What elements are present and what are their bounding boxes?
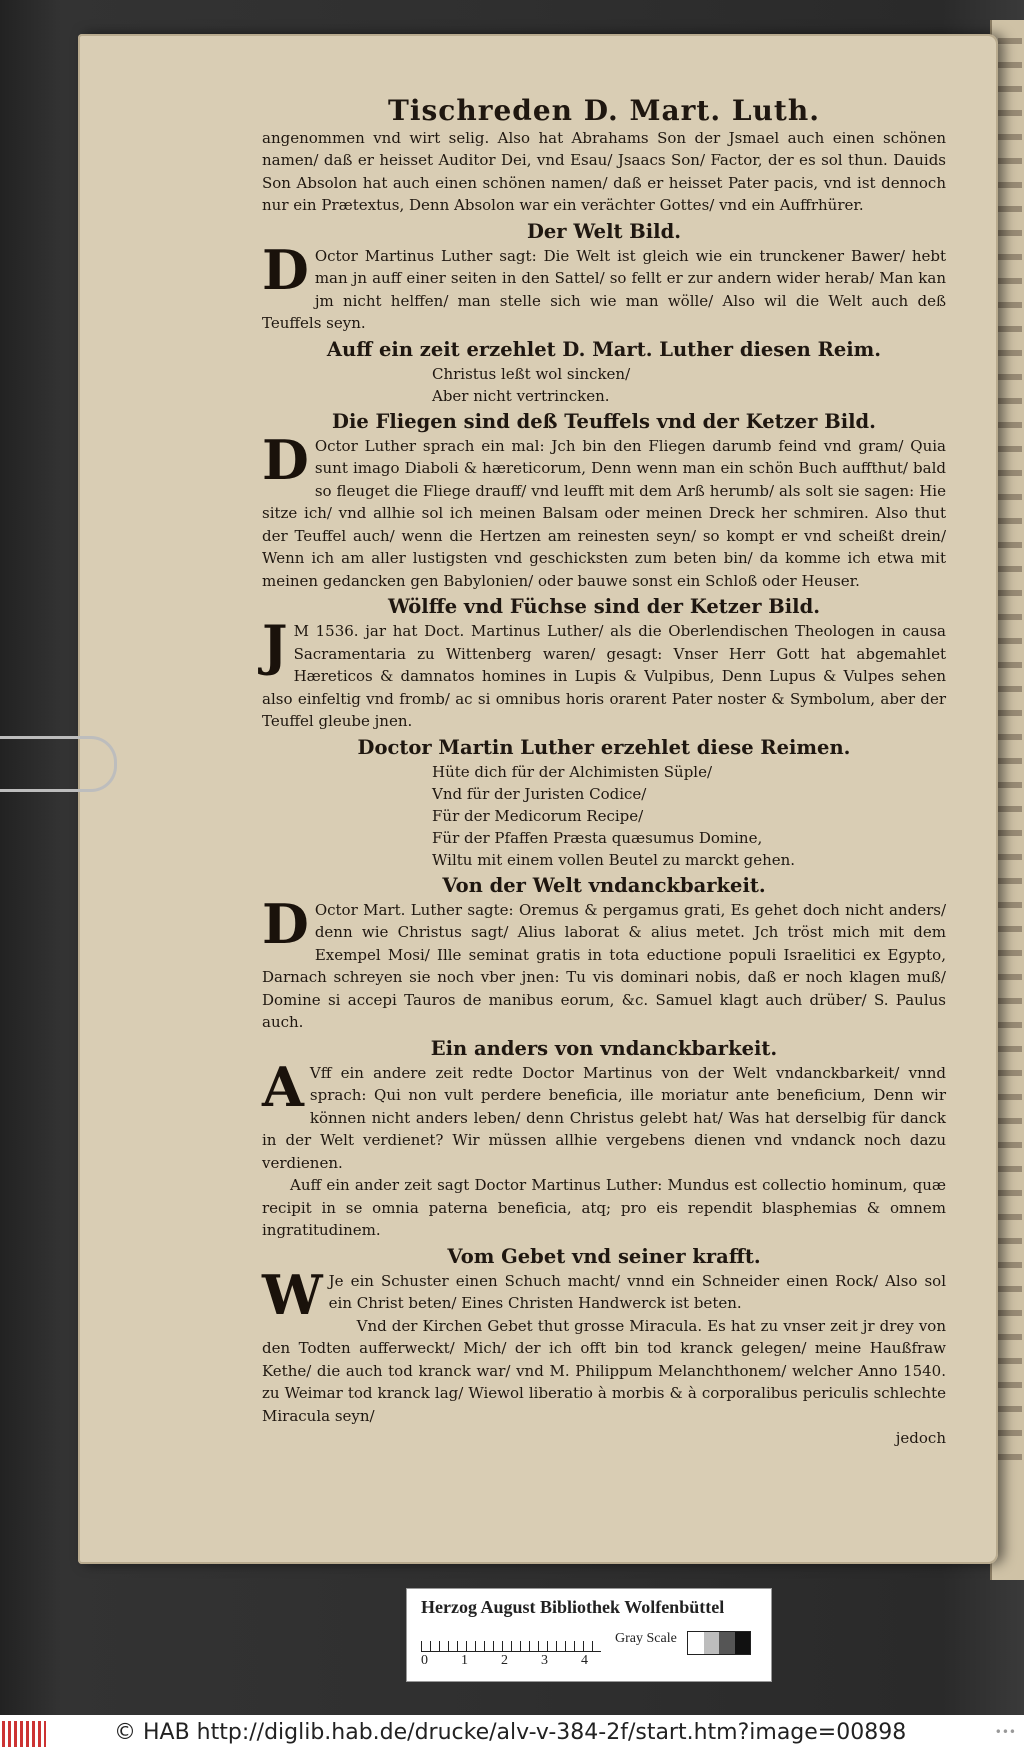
section-heading: Auff ein zeit erzehlet D. Mart. Luther diesen Reim. xyxy=(326,337,882,361)
drop-capital: W xyxy=(262,1262,323,1327)
adjacent-text-mark xyxy=(998,470,1022,476)
adjacent-text-mark xyxy=(998,1334,1022,1340)
adjacent-text-mark xyxy=(998,854,1022,860)
gray-scale-label: Gray Scale xyxy=(615,1631,677,1646)
paragraph xyxy=(262,1262,946,1327)
section-heading: Der Welt Bild. xyxy=(526,219,682,243)
paragraph-text: Octor Luther sprach ein mal: Jch bin den Fliegen darumb feind vnd gram/ Quia sunt imago Diaboli & hæreticorum, Denn wenn man ein schön Buch auffthut/ bald so fleuget die Fliege drauff/ vnd leufft mit dem Arß herumb/ als solt sie sagen: Hie sitze ich/ vnd allhie sol ich meinen Balsam oder meinen Dreck her schmiren. Also thut der Teuffel auch/ wenn die Hertzen am reinesten seyn/ so kompt er vnd scheißt drein/ Wenn ich am aller lustigsten vnd geschicksten zum beten bin/ da komme ich etwa mit meinen gedancken gen Babylonien/ oder bauwe sonst ein Schloß oder Heuser. xyxy=(262,436,946,590)
drop-capital: D xyxy=(262,237,309,302)
adjacent-text-mark xyxy=(998,182,1022,188)
drop-capital: D xyxy=(262,891,309,956)
adjacent-text-mark xyxy=(998,1190,1022,1196)
running-head: Tischreden D. Mart. Luth. xyxy=(388,94,820,127)
section-heading: Doctor Martin Luther erzehlet diese Reimen. xyxy=(357,735,851,759)
viewer-footer xyxy=(0,1715,1024,1754)
page-text xyxy=(262,94,946,1450)
ruler-number: 4 xyxy=(581,1653,588,1668)
ruler-number: 2 xyxy=(501,1653,508,1668)
adjacent-text-mark xyxy=(998,1406,1022,1412)
adjacent-text-mark xyxy=(998,638,1022,644)
section-heading: Wölffe vnd Füchse sind der Ketzer Bild. xyxy=(387,595,821,618)
adjacent-text-mark xyxy=(998,542,1022,548)
adjacent-text-mark xyxy=(998,1310,1022,1316)
adjacent-text-mark xyxy=(998,422,1022,428)
adjacent-text-mark xyxy=(998,62,1022,68)
library-name: Herzog August Bibliothek Wolfenbüttel xyxy=(421,1597,725,1617)
paragraph-text: Je ein Schuster einen Schuch macht/ vnnd ein Schneider einen Rock/ Also sol ein Christ beten/ Eines Christen Handwerck ist beten. xyxy=(328,1271,946,1312)
verse-line: Christus leßt wol sincken/ xyxy=(432,364,631,383)
paragraph-text: angenommen vnd wirt selig. Also hat Abrahams Son der Jsmael auch einen schönen namen/ daß er heisset Auditor Dei, vnd Esau/ Jsaacs Son/ Factor, der es sol thun. Dauids Son Absolon hat auch einen schönen namen/ daß er heisset Pater pacis, vnd ist dennoch nur ein Prætextus, Denn Absolon war ein verächter Gottes/ vnd ein Auffrhürer. xyxy=(262,128,946,214)
adjacent-text-mark xyxy=(998,1358,1022,1364)
adjacent-text-mark xyxy=(998,1262,1022,1268)
adjacent-text-mark xyxy=(998,446,1022,452)
verse-line: Für der Medicorum Recipe/ xyxy=(432,806,644,825)
paragraph xyxy=(262,613,946,733)
hab-logo-icon xyxy=(2,1721,46,1747)
adjacent-text-mark xyxy=(998,254,1022,260)
paragraph xyxy=(262,1054,946,1175)
section-heading: Die Fliegen sind deß Teuffels vnd der Ketzer Bild. xyxy=(332,409,876,433)
paragraph-text: Vnd der Kirchen Gebet thut grosse Miracula. Es hat zu vnser zeit jr drey von den Todten aufferweckt/ Mich/ der ich offt bin tod kranck gelegen/ meine Haußfraw Kethe/ die auch tod kranck war/ vnd M. Philippum Melanchthonem/ welcher Anno 1540. zu Weimar tod kranck lag/ Wiewol liberatio à morbis & à corporalibus periculis schlechte Miracula seyn/ xyxy=(262,1316,946,1425)
adjacent-text-mark xyxy=(998,590,1022,596)
more-dots-icon[interactable]: ••• xyxy=(994,1725,1016,1739)
adjacent-text-mark xyxy=(998,350,1022,356)
ruler-number: 3 xyxy=(541,1653,548,1668)
adjacent-text-mark xyxy=(998,662,1022,668)
page-clip xyxy=(0,736,117,792)
adjacent-text-mark xyxy=(998,782,1022,788)
section-heading: Von der Welt vndanckbarkeit. xyxy=(442,873,766,897)
adjacent-text-mark xyxy=(998,86,1022,92)
paragraph xyxy=(262,427,946,593)
adjacent-text-mark xyxy=(998,206,1022,212)
verse-line: Hüte dich für der Alchimisten Süple/ xyxy=(432,762,713,781)
ruler-scale xyxy=(421,1631,601,1652)
adjacent-text-mark xyxy=(998,1454,1022,1460)
paragraph xyxy=(262,1315,946,1428)
verse-line: Für der Pfaffen Præsta quæsumus Domine, xyxy=(432,828,763,847)
adjacent-text-mark xyxy=(998,1214,1022,1220)
adjacent-text-mark xyxy=(998,518,1022,524)
adjacent-text-mark xyxy=(998,38,1022,44)
adjacent-text-mark xyxy=(998,734,1022,740)
adjacent-text-mark xyxy=(998,614,1022,620)
paragraph-text: Octor Martinus Luther sagt: Die Welt ist gleich wie ein trunckener Bawer/ hebt man jn auff einer seiten in den Sattel/ so fellt er zur andern wider herab/ Man kan jm nicht helffen/ man stelle sich wie man wölle/ Also wil die Welt auch deß Teuffels seyn. xyxy=(262,246,946,332)
adjacent-text-mark xyxy=(998,878,1022,884)
gray-scale-bar xyxy=(687,1631,751,1655)
paragraph xyxy=(262,1174,946,1242)
adjacent-text-mark xyxy=(998,302,1022,308)
section-heading: Vom Gebet vnd seiner krafft. xyxy=(447,1244,761,1268)
drop-capital: A xyxy=(262,1054,304,1119)
adjacent-text-mark xyxy=(998,110,1022,116)
gray-patch xyxy=(688,1632,704,1654)
paragraph xyxy=(262,127,946,217)
drop-capital: D xyxy=(262,427,309,492)
adjacent-text-mark xyxy=(998,1094,1022,1100)
paragraph-text: Octor Mart. Luther sagte: Oremus & pergamus grati, Es gehet doch nicht anders/ denn wie Christus sagt/ Alius laborat & alius metet. Jch tröst mich mit dem Exempel Mosi/ Ille seminat gratis in tota eductione populi Israelitici ex Egypto, Darnach schreyen sie noch vber jnen: Tu vis dominari nobis, daß er noch klagen muß/ Domine si accepi Tauros de manibus eorum, &c. Samuel klagt auch drüber/ S. Paulus auch. xyxy=(262,900,946,1031)
adjacent-text-mark xyxy=(998,278,1022,284)
verse-line: Vnd für der Juristen Codice/ xyxy=(432,784,647,803)
adjacent-text-mark xyxy=(998,806,1022,812)
adjacent-text-mark xyxy=(998,902,1022,908)
adjacent-text-mark xyxy=(998,494,1022,500)
adjacent-text-mark xyxy=(998,1166,1022,1172)
adjacent-text-mark xyxy=(998,926,1022,932)
adjacent-text-mark xyxy=(998,1430,1022,1436)
adjacent-text-mark xyxy=(998,998,1022,1004)
adjacent-text-mark xyxy=(998,1046,1022,1052)
gray-patch xyxy=(735,1632,751,1654)
footer-url[interactable]: © HAB http://diglib.hab.de/drucke/alv-v-384-2f/start.htm?image=00898 xyxy=(114,1720,907,1745)
adjacent-text-mark xyxy=(998,710,1022,716)
adjacent-text-mark xyxy=(998,950,1022,956)
ruler-number: 1 xyxy=(461,1653,468,1668)
adjacent-text-mark xyxy=(998,830,1022,836)
adjacent-text-mark xyxy=(998,758,1022,764)
paragraph-text: M 1536. jar hat Doct. Martinus Luther/ als die Oberlendischen Theologen in causa Sacramentaria zu Wittenberg waren/ gesagt: Vnser Herr Gott hat abgemahlet Hæreticos & damnatos homines in Lupis & Vulpibus, Denn Lupus & Vulpes sehen also einfeltig vnd fromb/ ac si omnibus horis orarent Pater noster & Symbolum, aber der Teuffel gleube jnen. xyxy=(262,622,946,730)
gray-patch xyxy=(719,1632,735,1654)
verse-line: Wiltu mit einem vollen Beutel zu marckt gehen. xyxy=(432,850,796,869)
drop-capital: J xyxy=(262,613,288,677)
paragraph xyxy=(262,237,946,335)
section-heading: Ein anders von vndanckbarkeit. xyxy=(430,1036,778,1060)
adjacent-text-mark xyxy=(998,1286,1022,1292)
gray-patch xyxy=(704,1632,720,1654)
adjacent-text-mark xyxy=(998,1070,1022,1076)
adjacent-text-mark xyxy=(998,158,1022,164)
adjacent-text-mark xyxy=(998,326,1022,332)
adjacent-text-mark xyxy=(998,134,1022,140)
adjacent-text-mark xyxy=(998,374,1022,380)
paragraph xyxy=(262,891,946,1034)
verse xyxy=(432,761,946,871)
verse-line: Aber nicht vertrincken. xyxy=(432,386,610,405)
adjacent-text-mark xyxy=(998,1118,1022,1124)
adjacent-text-mark xyxy=(998,230,1022,236)
paragraph-text: Auff ein ander zeit sagt Doctor Martinus Luther: Mundus est collectio hominum, quæ recipit in se omnia paterna beneficia, atq; pro eis rependit blasphemias & omnem ingratitudinem. xyxy=(262,1176,946,1239)
verse xyxy=(432,363,946,407)
adjacent-text-mark xyxy=(998,566,1022,572)
adjacent-text-mark xyxy=(998,1022,1022,1028)
ruler-number: 0 xyxy=(421,1653,428,1668)
adjacent-text-mark xyxy=(998,1382,1022,1388)
paragraph-text: Vff ein andere zeit redte Doctor Martinus von der Welt vndanckbarkeit/ vnnd sprach: Qui non vult perdere beneficia, ille moriatur ante beneficium, Denn wir können nicht anders leben/ denn Christus gelebt hat/ Was hat derselbig für danck in der Welt verdienet? Wir müssen allhie vergebens dienen vnd vndanck noch dazu verdienen. xyxy=(262,1063,946,1172)
adjacent-text-mark xyxy=(998,398,1022,404)
adjacent-text-mark xyxy=(998,1142,1022,1148)
adjacent-text-mark xyxy=(998,974,1022,980)
library-stamp xyxy=(406,1588,772,1682)
adjacent-text-mark xyxy=(998,686,1022,692)
catchword: jedoch xyxy=(895,1429,946,1447)
adjacent-text-mark xyxy=(998,1238,1022,1244)
text-blocks xyxy=(262,127,946,1450)
